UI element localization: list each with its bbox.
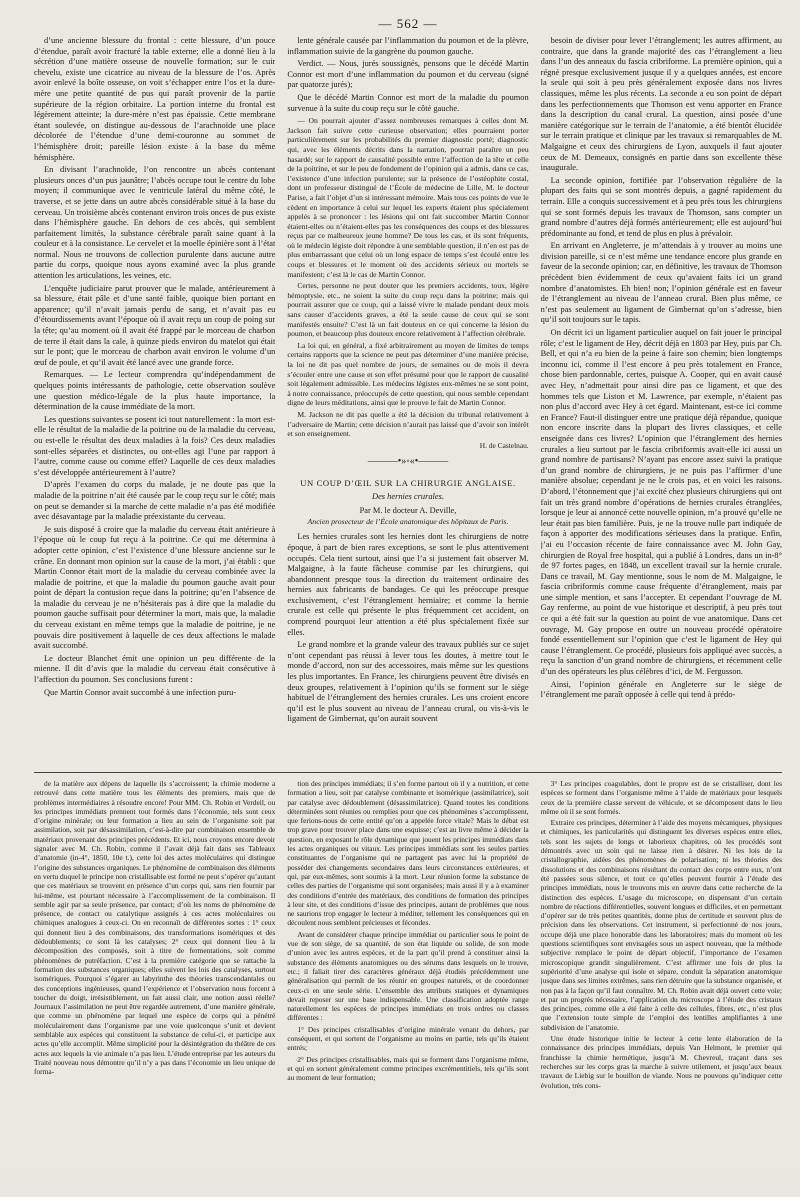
- column-right: [541, 36, 782, 768]
- paragraph: Les questions suivantes se posent ici tout naturellement : la mort est-elle le résultat de la maladie de la poitrine ou de la maladie du cerveau, ou est-elle le résultat des deux maladies à la fois? Ces deux maladies sont-elles séparées et distinctes, ou ont-elles agi l’une par rapport à l’autre, comme cause ou comme effet? Laquelle de ces deux maladies s’est développée antérieurement à l’autre?: [34, 414, 276, 477]
- paragraph: tion des principes immédiats; il s’en forme partout où il y a nutrition, et cette formation a lieu, soit par catalyse combinante et isomérique (assimilatrice), soit par catalyse avec dédoublement (désassimilatrice). Quand toutes les conditions déterminées sont réunies ou remplies pour que ces phénomènes s’accomplissent, que ferions-nous de cette entité qu’on a appelée force vitale? Mais le débat est trop grave pour trouver place dans une esquisse; c’est au livre même à décider la question, en exposant le rôle dynamique que jouent les principes immédiats dans les actes organiques ou vitaux. Les principes immédiats sont les seules parties constituantes de l’organisme qui ne partagent pas avec lui la propriété de posséder des changements secondaires dans leurs circonstances extérieures, et qui, par eux-mêmes, sont soumis à la mort. Leur réunion forme la substance de celles des parties de l’organisme qui sont organisées; mais aussi il y a à examiner des conditions d’entrée des matériaux, des conditions de formation des principes à leur site, et des conditions d’issue des principes, autant de problèmes que nous ne saurions trop engager le lecteur à méditer, tellement les conséquences qui en découlent nous semblent précieuses et fécondes.: [287, 779, 529, 928]
- paragraph: lente générale causée par l’inflammation du poumon et de la plèvre, inflammation suivie de la gangrène du poumon gauche.: [287, 36, 529, 56]
- article-title: UN COUP D’ŒIL SUR LA CHIRURGIE ANGLAISE.: [300, 477, 516, 488]
- paragraph: D’après l’examen du corps du malade, je ne doute pas que la maladie de la poitrine n’ait été causée par le coup reçu sur le côté; mais on peut se demander si la marche de cette maladie n’a pas été modifiée avec désavantage par la maladie préexistante du cerveau.: [34, 480, 276, 522]
- column-left: [34, 36, 275, 768]
- section-title: Des hernies crurales.: [372, 491, 444, 501]
- paragraph: Avant de considérer chaque principe immédiat ou particulier sous le point de vue de son siège, de sa quantité, de son état liquide ou solide, de son mode d’union avec les autres espèces, et de la part qu’il prend à constituer ainsi la substance des éléments anatomiques ou des sérums dans lesquels on le trouve, etc.; il faliait tirer des caractères généraux déjà étudiés précédemment une généralisation qui permît de les réunir en groupes naturels, et de coordonner ceux-ci en une seule série. L’ensemble des attributs statiques et dynamiques devait reposer sur une base indispensable. Une classification adoptée range naturellement les espèces de principes immédiats en trois ordres ou classes différentes :: [287, 929, 529, 1023]
- paragraph: Que le décédé Martin Connor est mort de la maladie du poumon survenue à la suite du coup reçu sur le côté gauche.: [287, 92, 529, 113]
- bottom-columns: [34, 779, 782, 1197]
- paragraph: Je suis disposé à croire que la maladie du cerveau était antérieure à l’époque où le coup fut reçu à la poitrine. Ce qui me détermina à adopter cette opinion, c’est l’existence d’une blessure ancienne sur le crâne. En donnant mon opinion sur la cause de la mort, j’ai établi : que Martin Connor était mort de la maladie du cerveau combinée avec la maladie de poitrine, et que la maladie du poumon gauche avait pour point de départ la contusion reçue dans la poitrine; qu’en l’absence de la maladie du cerveau je ne n’hésiterais pas à dire que la maladie du poumon gauche suffisait pour déterminer la mort, mais que, la maladie du cerveau existant en même temps que la maladie de poitrine, je ne pouvais dire positivement à laquelle de ces deux affections le malade avait succombé.: [34, 524, 276, 651]
- page-number: — 562 —: [378, 16, 438, 31]
- paragraph: besoin de diviser pour lever l’étranglement; les autres affirment, au contraire, que dans la grande majorité des cas l’étranglement a lieu dans l’un des anneaux du fascia cribriforme. La première opinion, qui a régné presque exclusivement jusque il y a quelques années, est encore la seule qui soit à peu près généralement exposée dans nos livres classiques, même les plus récents. La seconde a eu son point de départ dans les perfectionnements que Thomson est venu apporter en France dans la description du canal crural. La question, ainsi posée d’une manière catégorique sur le terrain de l’anatomie, a été bientôt élucidée sur le terrain pratique et clinique par les travaux si remarquables de M. Malgaigne et ceux des chirurgiens de Lyon, auxquels il faut ajouter ceux de M. Demeaux, consignés en partie dans son excellente thèse inaugurale.: [540, 36, 782, 173]
- affiliation: Ancien prosecteur de l’École anatomique des hôpitaux de Paris.: [307, 516, 509, 526]
- bottom-column-middle: [287, 779, 528, 1197]
- paragraph: La seconde opinion, fortifiée par l’observation régulière de la plupart des faits qui se sont montrés depuis, a gagné rapidement du terrain. Elle a conquis successivement et à peu près tous les chirurgiens qui se sont formés depuis les travaux de Thomson, sans compter un grand nombre d’autres déjà formés antérieurement; elle est aujourd’hui prédominante au fond, et tend de plus en plus à prévaloir.: [540, 175, 782, 238]
- paragraph: En divisant l’arachnoïde, l’on rencontre un abcès contenant plusieurs onces d’un pus jaunâtre; l’abcès occupe tout le centre du lobe moyen; il communique avec le ventricule latéral du même côté, le traverse, et se jette dans un autre abcès considérable situé à la base du cerveau. Un troisième abcès contenant environ trois onces de pus existe dans l’hémisphère gauche. En dehors de ces abcès, qui semblent parfaitement limités, la substance cérébrale paraît saine quant à la couleur et à la consistance. Le cervelet et la moelle épinière sont à l’état normal. Nous ne trouvons de collection purulente dans aucune autre partie du corps, quoique nous ayons examiné avec la plus grande attention les articulations, les veines, etc.: [34, 165, 276, 281]
- paragraph: de la matière aux dépens de laquelle ils s’accroissent; la chimie moderne a retrouvé dans cette matière tous les éléments des premiers, mais que de problèmes intermédiaires à résoudre encore! Pour MM. Ch. Robin et Verdeil, ou les principes immédiats prennent tout formés dans l’économie, tels sont ceux d’origine minérale; ou leur formation a lieu au sein de l’organisme soit par assimilation, soit par désassimilation, c’est-à-dire par combinaison ensemble de matériaux provenant des principes précédents. Et ici, nous croyons encore devoir signaler avec M. Ch. Robin, comme il l’avait déjà fait dans ses Tableaux d’anatomie (in-4°, 1850, 10e t.), cette loi des actes moléculaires qui distingue l’origine des substances organiques. Le phénomène de combinaison des éléments en vertu duquel le principe non cristallisable est formé ne peut s’opérer qu’autant que ces matériaux se trouvent en présence d’un corps qui, sans rien fournir par lui-même, est pourtant nécessaire à l’accomplissement de la combinaison. Il semble agir par sa seule présence, par contact; d’où les noms de phénomène de présence, de contact ou catalytique assignés à ces actes moléculaires ou chimiques analogues à ceux-ci. On en reconnaît de différentes sortes : 1° ceux qui donnent lieu à des combinaisons, des transformations isomériques et des dédoublements; ce sont là les catalyses; 2° ceux qui donnent lieu à la décomposition des composés, soit à titre de fermentations, soit comme phénomènes de putréfaction. C’est à la première catégorie que se rattache la formation des substances organiques; elles suivent les lois des catalyses, surtout isomériques. Pourquoi s’égarer au labyrinthe des théories transcendantales ou des conceptions ingénieuses, quand l’expérience et l’observation nous forcent à toucher du doigt, irrésistiblement, un fait aussi clair, une notion aussi réelle? Journaux l’assimilation ne peut être regardée autrement, d’une manière générale, que comme un phénomène par lequel une espèce de corps qui a pénétré moléculairement dans l’organisme par une voie quelconque s’unit et devient semblable aux espèces qui constituent la substance de celui-ci, et participe aux actes qu’elle accomplit. Même simplicité pour la désintégration du théâtre de ces actes aux lequels la vie animale n’a pas lieu. L’étude entreprise par les auteurs du Traité nouveau nous démontre qu’il n’y a pas dans l’économie un lieu unique de forma-: [34, 779, 276, 1077]
- paragraph: Les hernies crurales sont les hernies dont les chirurgiens de notre époque, à part de bien rares exceptions, se sont le plus attentivement occupés. Cela tient surtout, ainsi que l’a si justement fait observer M. Malgaigne, à la faute fâcheuse commise par les chirurgiens, qui abandonnent presque tous la direction du traitement ordinaire des hernies aux fabricants de bandages. Ce qui les préoccupe presque exclusivement, c’est l’étranglement herniaire; et comme la hernie crurale est celle qui présente le plus fréquemment cet accident, on comprend pourquoi leur attention a été plus spécialement fixée sur elles.: [287, 532, 529, 637]
- paragraph: On décrit ici un ligament particulier auquel on fait jouer le principal rôle; c’est le ligament de Hey, décrit déjà en 1803 par Hey, puis par Ch. Bell, et qui n’a eu bien de la peine à faire son chemin; bien longtemps inconnu ici, comme il l’est encore à peu près totalement en France, chose bien pardonnable, certes, puisque A. Cooper, qui en avait causé avec Hey, n’admettait pour ainsi dire pas ce ligament, et que des hommes tels que Liston et M. Lawrence, par exemple, n’étaient pas non plus d’accord avec Hey à cet égard. Maintenant, est-ce ici comme en France? Faut-il distinguer entre une pratique déjà répandue, quoique non encore inscrite dans la plupart des livres classiques, et celle enseignée dans ces livres? L’opinion que l’étranglement des hernies crurales a lieu surtout par le fascia cribriformis avait-elle ici aussi un grand nombre de partisans? N’ayant pas encore assez suivi la pratique d’un grand nombre de chirurgiens, je ne puis pas l’affirmer d’une manière absolue; cependant je ne le crois pas, et en voici les raisons. D’abord, l’étonnement que j’ai excité chez plusieurs chirurgiens qui ont fait un très grand nombre d’opérations de hernies crurales étranglées, lorsque je leur ai annoncé cette nouvelle opinion, m’a prouvé qu’elle ne leur était pas bien familière. Puis, je ne la trouve nulle part indiquée de façon à apporter des modifications sérieuses dans la pratique. Enfin, j’ai eu l’occasion récente de faire connaissance avec M. John Gay, chirurgien de Royal free hospital, qui a publié à Londres, dans un in-8° de 97 fortes pages, en 1848, un excellent travail sur la hernie crurale. Dans ce travail, M. Gay mentionne, sous le nom de M. Malgaigne, le fascia cribriformis comme cause fréquente d’étranglement, mais par une simple mention, et sans l’accepter. Et cependant l’ouvrage de M. Gay renferme, au point de vue historique et descriptif, à peu près tout ce qui a été fait sur la question au point de vue anatomique. Dans cet ouvrage, M. Gay propose en outre un nouveau procédé opératoire fondé essentiellement sur l’opinion que c’est le ligament de Hey qui cause l’étranglement. Ce procédé, plusieurs fois appliqué avec succès, a reçu la sanction d’un grand nombre de chirurgiens, et récemment celle d’un des opérateurs les plus célèbres d’ici, de M. Fergusson.: [540, 328, 782, 677]
- paragraph: M. Jackson ne dit pas quelle a été la décision du tribunal relativement à l’adversaire de Martin; cette décision n’aurait pas laissé que d’avoir son intérêt et son enseignement.: [287, 409, 529, 439]
- bottom-column-left: [34, 779, 275, 1197]
- paragraph: L’enquête judiciaire parut prouver que le malade, antérieurement à sa blessure, était pâle et d’une santé faible, quoique bien portant en apparence; qu’il n’avait jamais perdu de sang, et n’avait pas eu d’étourdissements avant l’époque où il avait reçu un coup de poing sur la tête; qu’au moment où il avait été frappé par le morceau de charbon de terre il était dans la cale, à quinze pieds environ du matelot qui était sur le pont; que le morceau de charbon avait environ le volume d’un œuf de poule, et qu’il avait été lancé avec une grande force.: [34, 283, 276, 367]
- paragraph: La loi qui, en général, a fixé arbitrairement au moyen de limites de temps certains rapports que la science ne peut pas déterminer d’une manière précise, la loi ne dit pas quel nombre de jours, de semaines ou de mois il devra s’écouler entre une cause et son effet présumé pour que le rapport de causalité soit légalement admissible. Les médecins légistes eux-mêmes ne se sont point, à notre connaissance, préoccupés de cette question, qui nous semble cependant digne de leurs méditations, ainsi que le prouve le fait de Martin Connor.: [287, 340, 529, 408]
- paragraph: — On pourrait ajouter d’assez nombreuses remarques à celles dont M. Jackson fait suivre cette curieuse observation; elles pourraient porter particulièrement sur les probabilités du premier diagnostic porté; diagnostic qui, avec les éléments décrits dans la narration, pourrait paraître un peu hasardé; sur le rapport de causalité possible entre l’affection de la tête et celle de la poitrine, et sur le peu de fondement de l’opinion qui a admis, dans ce cas, l’existence d’une infection purulente; sur la présence de l’ostéophite costal, dont un professeur distingué de l’École de médecine de Lille, M. le docteur Parise, a fait l’objet d’un si intéressant mémoire. Mais tous ces points de vue le cèdent en importance à celui sur lequel les experts étaient plus spécialement appelés à se prononcer : les lésions qui ont fait succomber Martin Connor étaient-elles ou n’étaient-elles pas les conséquences des coups et des blessures reçus par ce malheureux jeune homme? De tous les cas, et ils sont fréquents, où le médecin légiste doit répondre à une semblable question, il n’en est pas de plus embarrassant que celui où un long espace de temps s’est écoulé entre les coups et blessures et le moment où des accidents sérieux ou mortels se manifestent; c’est là le cas de Martin Connor.: [287, 116, 529, 279]
- byline: Par M. le docteur A. Deville,: [359, 506, 457, 516]
- column-middle: [287, 36, 528, 768]
- bottom-column-right: [541, 779, 782, 1197]
- page-header: [34, 16, 782, 36]
- paragraph: Remarques. — Le lecteur comprendra qu’indépendamment de quelques points intéressants de pathologie, cette observation soulève une question médico-légale de la plus haute importance, la détermination de la cause immédiate de la mort.: [34, 370, 276, 412]
- paragraph: d’une ancienne blessure du frontal : cette blessure, d’un pouce d’étendue, paraît avoir fracturé la table externe; elle a donné lieu à la sécrétion d’une matière osseuse de nouvelle formation; sur le cuir chevelu, existe une cicatrice au niveau de la blessure de l’os. Après avoir enlevé la boîte osseuse, on voit s’échapper entre l’os et la dure-mère une petite quantité de pus qui paraît provenir de la partie supérieure de la région orbitaire. La portion interne du frontal est légèrement atteinte; la dure-mère n’est pas épaissie. Cette membrane étant soulevée, on distingue au-dessous de l’arachnoïde une place décolorée de l’étendue d’une demi-couronne au sommet de l’hémisphère droit; pareille lésion existe à la base du même hémisphère.: [34, 36, 276, 162]
- paragraph: Une étude historique initie le lecteur à cette lente élaboration de la connaissance des principes immédiats, depuis Van Helmont, le premier qui franchisse la chimie hermétique, jusqu’à M. Chevreul, traçant dans ses recherches sur les corps gras la marche à suivre utilement, et jusqu’aux beaux travaux de Liebig sur le bouillon de viande. Nous ne pouvons qu’indiquer cette évolution, très cons-: [540, 1034, 782, 1090]
- paragraph: En arrivant en Angleterre, je m’attendais à y trouver au moins une division pareille, si ce n’est même une tendance encore plus grande en faveur de la seconde opinion; car, en définitive, les travaux de Thomson précèdent bien évidemment de ceux qu’avaient faits ici un grand nombre d’anatomistes. Eh bien! non; l’opinion générale est en faveur de l’étranglement au niveau de l’anneau crural. Bien plus même, ce n’est pas seulement au ligament de Gimbernat qu’on s’adresse, bien qu’il soit toujours sur le tapis.: [540, 241, 782, 325]
- author-signature: H. de Castelnau.: [479, 440, 529, 450]
- paragraph: Que Martin Connor avait succombé à une infection puru-: [44, 687, 237, 697]
- paragraph: 1° Des principes cristallisables d’origine minérale venant du dehors, par conséquent, et qui sortent de l’organisme au moins en partie, tels qu’ils étaient entrés;: [287, 1024, 529, 1053]
- section-ornament: ———•»◦«•———: [367, 456, 449, 468]
- paragraph: Extraire ces principes, déterminer à l’aide des moyens mécaniques, physiques et chimiques, les particularités qui distinguent les diverses espèces entre elles, tels sont les sujets de longs et laborieux chapitres, où les procédés sont démontrés avec un soin qui ne laisse rien à désirer. Ni les lois de la cristallographie, aidées des phénomènes de polarisation; ni les théories des dissolutions et des combinaisons résultant du contact des corps entre eux, n’ont été passées sous silence, et tout ce qu’elles peuvent fournir à l’étude des principes immédiats, nous le trouvons mis en œuvre dans cette recherche de la distinction des espèces. L’usage du microscope, en dispensant d’un certain nombre de réactions différentielles, souvent longues et difficiles, et en permettant d’opérer sur de très petites quantités, donne plus de certitude et souvent plus de précision dans les observations. Cet instrument, si perfectionné de nos jours, occupe déjà une place honorable dans les laboratoires; mais du moment où les questions scientifiques sont envisagées sous un aspect nouveau, que la méthode subjective remplace le point de départ objectif, l’importance de l’examen microscopique grandit singulièrement. C’est affirmer une fois de plus la supériorité d’une analyse qui isole et sépare, conduit la séparation anatomique jusque dans ses limites extrêmes, sans rien détruire que la substance organisée, et non pas à la façon qu’il faut connaître. M. Ch. Robin avait déjà ouvert cette voie; et par un progrès nécessaire, l’application du microscope à l’étude des cristaux des principes, comme elle a été faite à celle des cellules, fibres, etc., n’est plus que l’extension toute simple de l’emploi des lentilles amplifiantes à une subdivision de l’anatomie.: [540, 818, 782, 1032]
- paragraph: Le docteur Blanchet émit une opinion un peu différente de la mienne. Il dit d’avis que la maladie du cerveau était consécutive à l’affection du poumon. Ses conclusions furent :: [34, 653, 276, 685]
- paragraph: Ainsi, l’opinion générale en Angleterre sur le siège de l’étranglement me paraît opposée à celle qui tend à prédo-: [540, 679, 782, 700]
- paragraph: Verdict. — Nous, jurés soussignés, pensons que le décédé Martin Connor est mort d’une inflammation du poumon et du cerveau (signé par quatorze jurés);: [287, 59, 529, 90]
- paragraph: Certes, personne ne peut douter que les premiers accidents, toux, légère hémoptysie, etc., ne soient la suite du coup reçu dans la poitrine; mais qui pourrait assurer que ce coup, qui a laissé vivre le malade pendant deux mois sans causer d’accidents graves, a été la seule cause de ceux qui se sont manifestés ensuite? C’est là un fait douteux en ce qui concerne la lésion du poumon, et beaucoup plus douteux encore relativement à l’affection cérébrale.: [287, 281, 529, 339]
- top-columns: [34, 36, 782, 768]
- section-divider: [34, 772, 782, 773]
- paragraph: 3° Les principes coagulables, dont le propre est de se cristalliser, dont les espèces se forment dans l’organisme même à l’aide de matériaux pour lesquels ceux de la première classe servent de véhicule, et se décomposent dans le lieu même où il se sont formés.: [540, 779, 782, 816]
- paragraph: 2° Des principes cristallisables, mais qui se forment dans l’organisme même, et qui en sortent généralement comme principes excrémentitiels, tels qu’ils sont au moment de leur formation;: [287, 1054, 529, 1083]
- paragraph: Le grand nombre et la grande valeur des travaux publiés sur ce sujet n’ont cependant pas réussi à lever tous les doutes, à mettre tout le monde d’accord, non sur des accessoires, mais même sur les questions les plus importantes. En France, les chirurgiens peuvent être divisés en deux groupes, relativement à l’opinion qu’ils se forment sur le siège habituel de l’étranglement des hernies crurales. Les uns croient encore qu’il est le plus souvent au niveau de l’anneau crural, ou vis-à-vis le ligament de Gimbernat, qu’on aurait souvent: [287, 640, 529, 724]
